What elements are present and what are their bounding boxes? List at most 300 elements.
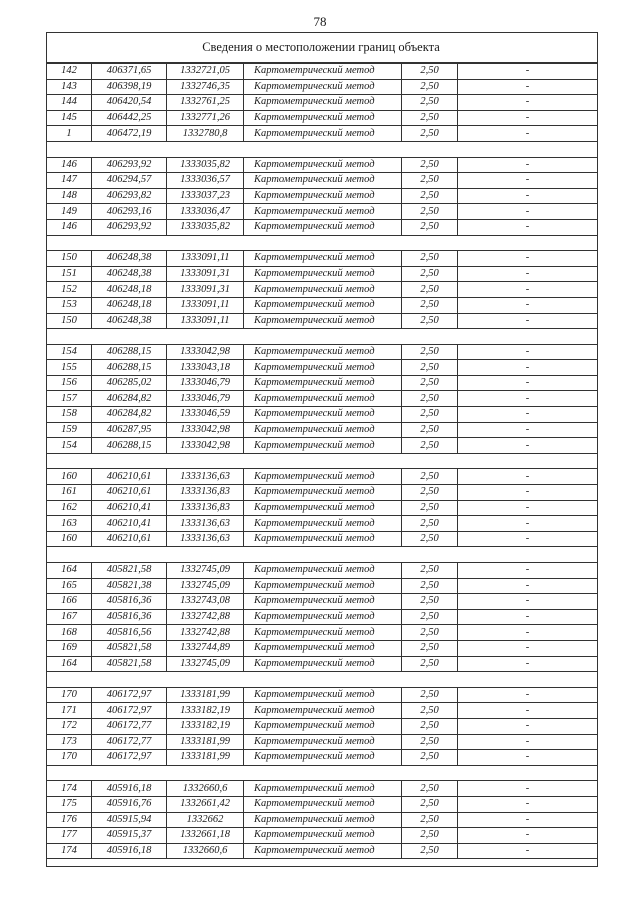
- y-coordinate-cell: 1333042,98: [167, 344, 244, 360]
- x-coordinate-cell: 406288,15: [92, 438, 167, 454]
- y-coordinate-cell: 1333091,31: [167, 282, 244, 298]
- x-coordinate-cell: 406172,77: [92, 718, 167, 734]
- description-cell: -: [458, 422, 598, 438]
- y-coordinate-cell: 1332661,42: [167, 796, 244, 812]
- table-row: [47, 64, 598, 80]
- x-coordinate-cell: 406288,15: [92, 360, 167, 376]
- accuracy-cell: 2,50: [402, 407, 458, 423]
- y-coordinate-cell: 1333091,11: [167, 251, 244, 267]
- x-coordinate-cell: 406248,38: [92, 313, 167, 329]
- table-row: [47, 391, 598, 407]
- point-number-cell: 151: [47, 266, 92, 282]
- description-cell: -: [458, 344, 598, 360]
- y-coordinate-cell: 1332662: [167, 812, 244, 828]
- y-coordinate-cell: 1332721,05: [167, 64, 244, 80]
- x-coordinate-cell: 406285,02: [92, 375, 167, 391]
- y-coordinate-cell: 1333036,47: [167, 204, 244, 220]
- y-coordinate-cell: 1333091,31: [167, 266, 244, 282]
- description-cell: -: [458, 79, 598, 95]
- y-coordinate-cell: 1333035,82: [167, 219, 244, 235]
- description-cell: -: [458, 843, 598, 859]
- description-cell: -: [458, 796, 598, 812]
- point-number-cell: 177: [47, 828, 92, 844]
- point-number-cell: 154: [47, 438, 92, 454]
- y-coordinate-cell: 1332771,26: [167, 110, 244, 126]
- accuracy-cell: 2,50: [402, 313, 458, 329]
- table-row: [47, 656, 598, 672]
- description-cell: -: [458, 609, 598, 625]
- table-row: [47, 204, 598, 220]
- group-separator-row: [47, 453, 598, 469]
- table-row: [47, 157, 598, 173]
- method-cell: Картометрический метод: [244, 188, 402, 204]
- description-cell: -: [458, 828, 598, 844]
- x-coordinate-cell: 406172,97: [92, 687, 167, 703]
- x-coordinate-cell: 406210,41: [92, 516, 167, 532]
- x-coordinate-cell: 406293,92: [92, 157, 167, 173]
- method-cell: Картометрический метод: [244, 516, 402, 532]
- method-cell: Картометрический метод: [244, 500, 402, 516]
- y-coordinate-cell: 1332660,6: [167, 781, 244, 797]
- table-row: [47, 297, 598, 313]
- x-coordinate-cell: 405821,58: [92, 656, 167, 672]
- description-cell: -: [458, 391, 598, 407]
- accuracy-cell: 2,50: [402, 204, 458, 220]
- y-coordinate-cell: 1333181,99: [167, 734, 244, 750]
- point-number-cell: 148: [47, 188, 92, 204]
- method-cell: Картометрический метод: [244, 656, 402, 672]
- point-number-cell: 167: [47, 609, 92, 625]
- point-number-cell: 154: [47, 344, 92, 360]
- point-number-cell: 170: [47, 687, 92, 703]
- point-number-cell: 153: [47, 297, 92, 313]
- y-coordinate-cell: 1333182,19: [167, 703, 244, 719]
- accuracy-cell: 2,50: [402, 718, 458, 734]
- y-coordinate-cell: 1332661,18: [167, 828, 244, 844]
- description-cell: -: [458, 750, 598, 766]
- accuracy-cell: 2,50: [402, 625, 458, 641]
- x-coordinate-cell: 406210,61: [92, 485, 167, 501]
- x-coordinate-cell: 406172,97: [92, 750, 167, 766]
- group-separator-row: [47, 329, 598, 345]
- description-cell: -: [458, 266, 598, 282]
- description-cell: -: [458, 407, 598, 423]
- method-cell: Картометрический метод: [244, 313, 402, 329]
- accuracy-cell: 2,50: [402, 796, 458, 812]
- x-coordinate-cell: 406210,61: [92, 531, 167, 547]
- table-row: [47, 422, 598, 438]
- y-coordinate-cell: 1332746,35: [167, 79, 244, 95]
- description-cell: -: [458, 282, 598, 298]
- accuracy-cell: 2,50: [402, 578, 458, 594]
- description-cell: -: [458, 297, 598, 313]
- method-cell: Картометрический метод: [244, 843, 402, 859]
- table-row: [47, 360, 598, 376]
- accuracy-cell: 2,50: [402, 594, 458, 610]
- method-cell: Картометрический метод: [244, 297, 402, 313]
- x-coordinate-cell: 405916,18: [92, 843, 167, 859]
- point-number-cell: 160: [47, 531, 92, 547]
- y-coordinate-cell: 1332660,6: [167, 843, 244, 859]
- accuracy-cell: 2,50: [402, 188, 458, 204]
- y-coordinate-cell: 1333091,11: [167, 313, 244, 329]
- table-row: [47, 469, 598, 485]
- accuracy-cell: 2,50: [402, 485, 458, 501]
- method-cell: Картометрический метод: [244, 79, 402, 95]
- method-cell: Картометрический метод: [244, 812, 402, 828]
- accuracy-cell: 2,50: [402, 251, 458, 267]
- accuracy-cell: 2,50: [402, 812, 458, 828]
- description-cell: -: [458, 360, 598, 376]
- group-separator-row: [47, 765, 598, 781]
- x-coordinate-cell: 406472,19: [92, 126, 167, 142]
- table-row: [47, 110, 598, 126]
- accuracy-cell: 2,50: [402, 375, 458, 391]
- point-number-cell: 149: [47, 204, 92, 220]
- accuracy-cell: 2,50: [402, 750, 458, 766]
- y-coordinate-cell: 1333046,79: [167, 375, 244, 391]
- table-row: [47, 578, 598, 594]
- method-cell: Картометрический метод: [244, 718, 402, 734]
- y-coordinate-cell: 1333136,63: [167, 531, 244, 547]
- table-row: [47, 173, 598, 189]
- x-coordinate-cell: 406294,57: [92, 173, 167, 189]
- y-coordinate-cell: 1333037,23: [167, 188, 244, 204]
- accuracy-cell: 2,50: [402, 219, 458, 235]
- y-coordinate-cell: 1333181,99: [167, 687, 244, 703]
- table-row: [47, 282, 598, 298]
- point-number-cell: 160: [47, 469, 92, 485]
- method-cell: Картометрический метод: [244, 828, 402, 844]
- table-row: [47, 438, 598, 454]
- method-cell: Картометрический метод: [244, 796, 402, 812]
- accuracy-cell: 2,50: [402, 79, 458, 95]
- method-cell: Картометрический метод: [244, 251, 402, 267]
- accuracy-cell: 2,50: [402, 422, 458, 438]
- description-cell: -: [458, 781, 598, 797]
- description-cell: -: [458, 734, 598, 750]
- point-number-cell: 166: [47, 594, 92, 610]
- group-separator-row: [47, 235, 598, 251]
- group-separator-row: [47, 547, 598, 563]
- method-cell: Картометрический метод: [244, 219, 402, 235]
- x-coordinate-cell: 405816,36: [92, 594, 167, 610]
- point-number-cell: 145: [47, 110, 92, 126]
- y-coordinate-cell: 1333182,19: [167, 718, 244, 734]
- description-cell: -: [458, 110, 598, 126]
- description-cell: -: [458, 375, 598, 391]
- table-row: [47, 609, 598, 625]
- description-cell: -: [458, 531, 598, 547]
- method-cell: Картометрический метод: [244, 422, 402, 438]
- method-cell: Картометрический метод: [244, 485, 402, 501]
- method-cell: Картометрический метод: [244, 126, 402, 142]
- x-coordinate-cell: 405816,56: [92, 625, 167, 641]
- point-number-cell: 146: [47, 219, 92, 235]
- method-cell: Картометрический метод: [244, 266, 402, 282]
- point-number-cell: 172: [47, 718, 92, 734]
- table-row: [47, 781, 598, 797]
- table-row: [47, 750, 598, 766]
- point-number-cell: 150: [47, 313, 92, 329]
- point-number-cell: 146: [47, 157, 92, 173]
- table-row: [47, 266, 598, 282]
- point-number-cell: 163: [47, 516, 92, 532]
- group-separator-row: [47, 672, 598, 688]
- table-row: [47, 531, 598, 547]
- x-coordinate-cell: 406210,61: [92, 469, 167, 485]
- table-row: [47, 219, 598, 235]
- coordinates-table: [46, 63, 598, 859]
- accuracy-cell: 2,50: [402, 500, 458, 516]
- y-coordinate-cell: 1333136,63: [167, 516, 244, 532]
- table-row: [47, 796, 598, 812]
- description-cell: -: [458, 485, 598, 501]
- method-cell: Картометрический метод: [244, 750, 402, 766]
- accuracy-cell: 2,50: [402, 734, 458, 750]
- table-row: [47, 344, 598, 360]
- table-row: [47, 703, 598, 719]
- accuracy-cell: 2,50: [402, 469, 458, 485]
- description-cell: -: [458, 500, 598, 516]
- table-row: [47, 79, 598, 95]
- description-cell: -: [458, 469, 598, 485]
- y-coordinate-cell: 1333136,83: [167, 500, 244, 516]
- point-number-cell: 164: [47, 656, 92, 672]
- method-cell: Картометрический метод: [244, 391, 402, 407]
- table-row: [47, 594, 598, 610]
- y-coordinate-cell: 1333042,98: [167, 438, 244, 454]
- method-cell: Картометрический метод: [244, 173, 402, 189]
- accuracy-cell: 2,50: [402, 640, 458, 656]
- x-coordinate-cell: 406420,54: [92, 95, 167, 111]
- method-cell: Картометрический метод: [244, 625, 402, 641]
- point-number-cell: 165: [47, 578, 92, 594]
- table-row: [47, 563, 598, 579]
- accuracy-cell: 2,50: [402, 703, 458, 719]
- method-cell: Картометрический метод: [244, 469, 402, 485]
- point-number-cell: 157: [47, 391, 92, 407]
- accuracy-cell: 2,50: [402, 126, 458, 142]
- method-cell: Картометрический метод: [244, 375, 402, 391]
- y-coordinate-cell: 1333091,11: [167, 297, 244, 313]
- accuracy-cell: 2,50: [402, 609, 458, 625]
- x-coordinate-cell: 406442,25: [92, 110, 167, 126]
- table-row: [47, 95, 598, 111]
- description-cell: -: [458, 640, 598, 656]
- y-coordinate-cell: 1332745,09: [167, 563, 244, 579]
- accuracy-cell: 2,50: [402, 297, 458, 313]
- y-coordinate-cell: 1333035,82: [167, 157, 244, 173]
- method-cell: Картометрический метод: [244, 157, 402, 173]
- method-cell: Картометрический метод: [244, 703, 402, 719]
- point-number-cell: 156: [47, 375, 92, 391]
- method-cell: Картометрический метод: [244, 204, 402, 220]
- point-number-cell: 152: [47, 282, 92, 298]
- accuracy-cell: 2,50: [402, 64, 458, 80]
- accuracy-cell: 2,50: [402, 157, 458, 173]
- x-coordinate-cell: 405821,58: [92, 640, 167, 656]
- description-cell: -: [458, 219, 598, 235]
- x-coordinate-cell: 406172,97: [92, 703, 167, 719]
- table-row: [47, 313, 598, 329]
- method-cell: Картометрический метод: [244, 64, 402, 80]
- point-number-cell: 1: [47, 126, 92, 142]
- description-cell: -: [458, 625, 598, 641]
- point-number-cell: 144: [47, 95, 92, 111]
- method-cell: Картометрический метод: [244, 531, 402, 547]
- group-separator-row: [47, 141, 598, 157]
- page-number: 78: [313, 14, 327, 29]
- point-number-cell: 162: [47, 500, 92, 516]
- method-cell: Картометрический метод: [244, 781, 402, 797]
- x-coordinate-cell: 406172,77: [92, 734, 167, 750]
- y-coordinate-cell: 1333042,98: [167, 422, 244, 438]
- description-cell: -: [458, 718, 598, 734]
- point-number-cell: 169: [47, 640, 92, 656]
- method-cell: Картометрический метод: [244, 95, 402, 111]
- x-coordinate-cell: 405916,18: [92, 781, 167, 797]
- y-coordinate-cell: 1333136,63: [167, 469, 244, 485]
- description-cell: -: [458, 126, 598, 142]
- table-row: [47, 516, 598, 532]
- accuracy-cell: 2,50: [402, 516, 458, 532]
- method-cell: Картометрический метод: [244, 407, 402, 423]
- description-cell: -: [458, 563, 598, 579]
- x-coordinate-cell: 406293,92: [92, 219, 167, 235]
- point-number-cell: 147: [47, 173, 92, 189]
- description-cell: -: [458, 188, 598, 204]
- table-title: Сведения о местоположении границ объекта: [202, 40, 440, 54]
- method-cell: Картометрический метод: [244, 594, 402, 610]
- point-number-cell: 170: [47, 750, 92, 766]
- description-cell: -: [458, 516, 598, 532]
- point-number-cell: 164: [47, 563, 92, 579]
- table-row: [47, 188, 598, 204]
- table-row: [47, 251, 598, 267]
- method-cell: Картометрический метод: [244, 438, 402, 454]
- accuracy-cell: 2,50: [402, 781, 458, 797]
- x-coordinate-cell: 406248,18: [92, 297, 167, 313]
- table-row: [47, 500, 598, 516]
- table-row: [47, 640, 598, 656]
- point-number-cell: 174: [47, 781, 92, 797]
- point-number-cell: 168: [47, 625, 92, 641]
- accuracy-cell: 2,50: [402, 531, 458, 547]
- x-coordinate-cell: 406398,19: [92, 79, 167, 95]
- description-cell: -: [458, 812, 598, 828]
- x-coordinate-cell: 406248,38: [92, 266, 167, 282]
- y-coordinate-cell: 1333181,99: [167, 750, 244, 766]
- accuracy-cell: 2,50: [402, 843, 458, 859]
- accuracy-cell: 2,50: [402, 656, 458, 672]
- description-cell: -: [458, 173, 598, 189]
- table-row: [47, 625, 598, 641]
- x-coordinate-cell: 405816,36: [92, 609, 167, 625]
- accuracy-cell: 2,50: [402, 173, 458, 189]
- point-number-cell: 176: [47, 812, 92, 828]
- accuracy-cell: 2,50: [402, 110, 458, 126]
- accuracy-cell: 2,50: [402, 360, 458, 376]
- point-number-cell: 175: [47, 796, 92, 812]
- table-row: [47, 843, 598, 859]
- table-row: [47, 828, 598, 844]
- point-number-cell: 171: [47, 703, 92, 719]
- y-coordinate-cell: 1332744,89: [167, 640, 244, 656]
- x-coordinate-cell: 405916,76: [92, 796, 167, 812]
- y-coordinate-cell: 1333136,83: [167, 485, 244, 501]
- x-coordinate-cell: 406284,82: [92, 407, 167, 423]
- description-cell: -: [458, 656, 598, 672]
- table-row: [47, 812, 598, 828]
- description-cell: -: [458, 95, 598, 111]
- x-coordinate-cell: 406284,82: [92, 391, 167, 407]
- table-row: [47, 126, 598, 142]
- table-row: [47, 485, 598, 501]
- method-cell: Картометрический метод: [244, 110, 402, 126]
- accuracy-cell: 2,50: [402, 438, 458, 454]
- y-coordinate-cell: 1332742,88: [167, 625, 244, 641]
- description-cell: -: [458, 578, 598, 594]
- table-row: [47, 734, 598, 750]
- description-cell: -: [458, 703, 598, 719]
- accuracy-cell: 2,50: [402, 266, 458, 282]
- description-cell: -: [458, 594, 598, 610]
- description-cell: -: [458, 64, 598, 80]
- point-number-cell: 150: [47, 251, 92, 267]
- point-number-cell: 159: [47, 422, 92, 438]
- y-coordinate-cell: 1332780,8: [167, 126, 244, 142]
- x-coordinate-cell: 406293,82: [92, 188, 167, 204]
- point-number-cell: 161: [47, 485, 92, 501]
- x-coordinate-cell: 406210,41: [92, 500, 167, 516]
- x-coordinate-cell: 406371,65: [92, 64, 167, 80]
- method-cell: Картометрический метод: [244, 360, 402, 376]
- description-cell: -: [458, 157, 598, 173]
- method-cell: Картометрический метод: [244, 344, 402, 360]
- y-coordinate-cell: 1333036,57: [167, 173, 244, 189]
- description-cell: -: [458, 204, 598, 220]
- x-coordinate-cell: 405821,58: [92, 563, 167, 579]
- accuracy-cell: 2,50: [402, 344, 458, 360]
- table-row: [47, 718, 598, 734]
- point-number-cell: 143: [47, 79, 92, 95]
- accuracy-cell: 2,50: [402, 391, 458, 407]
- description-cell: -: [458, 438, 598, 454]
- x-coordinate-cell: 406293,16: [92, 204, 167, 220]
- point-number-cell: 174: [47, 843, 92, 859]
- x-coordinate-cell: 406248,38: [92, 251, 167, 267]
- description-cell: -: [458, 687, 598, 703]
- method-cell: Картометрический метод: [244, 609, 402, 625]
- y-coordinate-cell: 1333043,18: [167, 360, 244, 376]
- accuracy-cell: 2,50: [402, 828, 458, 844]
- x-coordinate-cell: 406287,95: [92, 422, 167, 438]
- y-coordinate-cell: 1333046,79: [167, 391, 244, 407]
- y-coordinate-cell: 1332742,88: [167, 609, 244, 625]
- point-number-cell: 158: [47, 407, 92, 423]
- accuracy-cell: 2,50: [402, 95, 458, 111]
- method-cell: Картометрический метод: [244, 640, 402, 656]
- table-row: [47, 375, 598, 391]
- method-cell: Картометрический метод: [244, 563, 402, 579]
- x-coordinate-cell: 406248,18: [92, 282, 167, 298]
- x-coordinate-cell: 405821,38: [92, 578, 167, 594]
- accuracy-cell: 2,50: [402, 282, 458, 298]
- y-coordinate-cell: 1332761,25: [167, 95, 244, 111]
- point-number-cell: 155: [47, 360, 92, 376]
- accuracy-cell: 2,50: [402, 563, 458, 579]
